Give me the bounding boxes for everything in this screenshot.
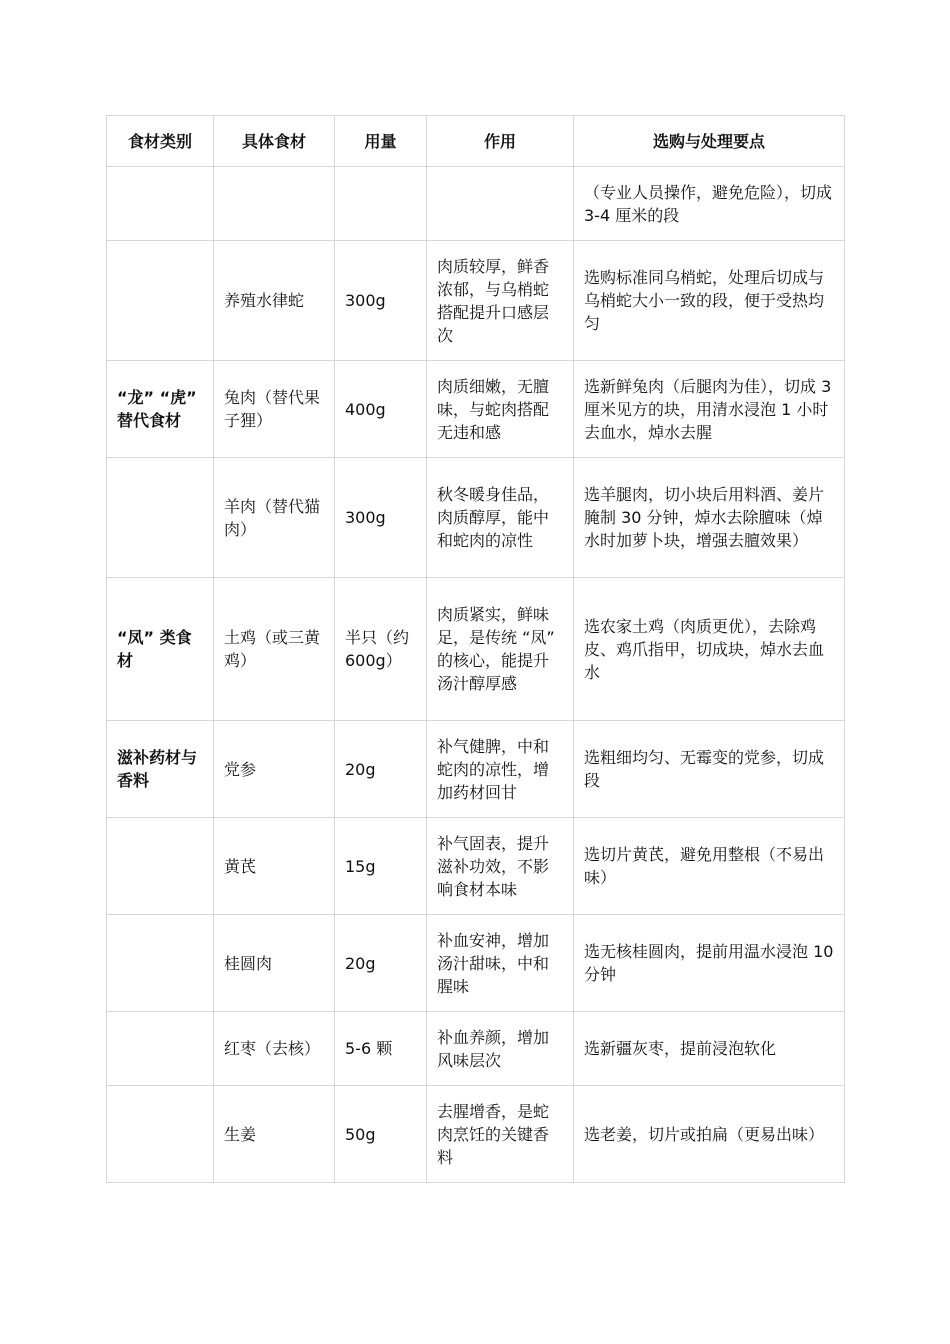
category-cell bbox=[107, 241, 214, 361]
amount-cell bbox=[335, 167, 427, 241]
table-row bbox=[107, 458, 845, 578]
amount-cell: 300g bbox=[335, 458, 427, 578]
header-effect: 作用 bbox=[427, 116, 574, 167]
header-tips: 选购与处理要点 bbox=[574, 116, 845, 167]
tips-cell: 选新疆灰枣，提前浸泡软化 bbox=[574, 1012, 845, 1086]
header-amount: 用量 bbox=[335, 116, 427, 167]
amount-cell: 400g bbox=[335, 361, 427, 458]
table-row bbox=[107, 721, 845, 818]
ingredients-table bbox=[106, 115, 845, 1183]
category-cell bbox=[107, 818, 214, 915]
tips-cell: 选无核桂圆肉，提前用温水浸泡 10 分钟 bbox=[574, 915, 845, 1012]
table-row bbox=[107, 818, 845, 915]
category-cell bbox=[107, 1012, 214, 1086]
category-cell: “凤” 类食材 bbox=[107, 578, 214, 721]
item-cell bbox=[214, 167, 335, 241]
category-cell bbox=[107, 915, 214, 1012]
category-cell: 滋补药材与香料 bbox=[107, 721, 214, 818]
item-cell: 桂圆肉 bbox=[214, 915, 335, 1012]
tips-cell: 选老姜，切片或拍扁（更易出味） bbox=[574, 1086, 845, 1183]
table-row bbox=[107, 578, 845, 721]
category-cell bbox=[107, 458, 214, 578]
tips-cell: 选农家土鸡（肉质更优），去除鸡皮、鸡爪指甲，切成块，焯水去血水 bbox=[574, 578, 845, 721]
table-row bbox=[107, 361, 845, 458]
effect-cell: 肉质紧实，鲜味足，是传统 “凤” 的核心，能提升汤汁醇厚感 bbox=[427, 578, 574, 721]
effect-cell: 补血安神，增加汤汁甜味，中和腥味 bbox=[427, 915, 574, 1012]
effect-cell: 去腥增香，是蛇肉烹饪的关键香料 bbox=[427, 1086, 574, 1183]
header-item: 具体食材 bbox=[214, 116, 335, 167]
effect-cell: 秋冬暖身佳品，肉质醇厚，能中和蛇肉的凉性 bbox=[427, 458, 574, 578]
amount-cell: 300g bbox=[335, 241, 427, 361]
category-cell bbox=[107, 167, 214, 241]
amount-cell: 半只（约 600g） bbox=[335, 578, 427, 721]
item-cell: 生姜 bbox=[214, 1086, 335, 1183]
tips-cell: 选购标准同乌梢蛇，处理后切成与乌梢蛇大小一致的段，便于受热均匀 bbox=[574, 241, 845, 361]
table-row bbox=[107, 241, 845, 361]
tips-cell: 选羊腿肉，切小块后用料酒、姜片腌制 30 分钟，焯水去除膻味（焯水时加萝卜块，增强去膻效果） bbox=[574, 458, 845, 578]
effect-cell: 补气固表，提升滋补功效，不影响食材本味 bbox=[427, 818, 574, 915]
amount-cell: 20g bbox=[335, 915, 427, 1012]
amount-cell: 15g bbox=[335, 818, 427, 915]
table-row bbox=[107, 167, 845, 241]
effect-cell bbox=[427, 167, 574, 241]
table-header-row bbox=[107, 116, 845, 167]
table-row bbox=[107, 1086, 845, 1183]
tips-cell: （专业人员操作，避免危险），切成 3-4 厘米的段 bbox=[574, 167, 845, 241]
item-cell: 养殖水律蛇 bbox=[214, 241, 335, 361]
item-cell: 羊肉（替代猫肉） bbox=[214, 458, 335, 578]
item-cell: 兔肉（替代果子狸） bbox=[214, 361, 335, 458]
effect-cell: 肉质较厚，鲜香浓郁，与乌梢蛇搭配提升口感层次 bbox=[427, 241, 574, 361]
item-cell: 党参 bbox=[214, 721, 335, 818]
tips-cell: 选新鲜兔肉（后腿肉为佳），切成 3 厘米见方的块，用清水浸泡 1 小时去血水，焯水去腥 bbox=[574, 361, 845, 458]
amount-cell: 5-6 颗 bbox=[335, 1012, 427, 1086]
tips-cell: 选粗细均匀、无霉变的党参，切成段 bbox=[574, 721, 845, 818]
table-row bbox=[107, 915, 845, 1012]
tips-cell: 选切片黄芪，避免用整根（不易出味） bbox=[574, 818, 845, 915]
amount-cell: 50g bbox=[335, 1086, 427, 1183]
header-category: 食材类别 bbox=[107, 116, 214, 167]
table-row bbox=[107, 1012, 845, 1086]
effect-cell: 补血养颜，增加风味层次 bbox=[427, 1012, 574, 1086]
effect-cell: 补气健脾，中和蛇肉的凉性，增加药材回甘 bbox=[427, 721, 574, 818]
item-cell: 黄芪 bbox=[214, 818, 335, 915]
category-cell: “龙” “虎” 替代食材 bbox=[107, 361, 214, 458]
category-cell bbox=[107, 1086, 214, 1183]
item-cell: 红枣（去核） bbox=[214, 1012, 335, 1086]
amount-cell: 20g bbox=[335, 721, 427, 818]
item-cell: 土鸡（或三黄鸡） bbox=[214, 578, 335, 721]
effect-cell: 肉质细嫩，无膻味，与蛇肉搭配无违和感 bbox=[427, 361, 574, 458]
